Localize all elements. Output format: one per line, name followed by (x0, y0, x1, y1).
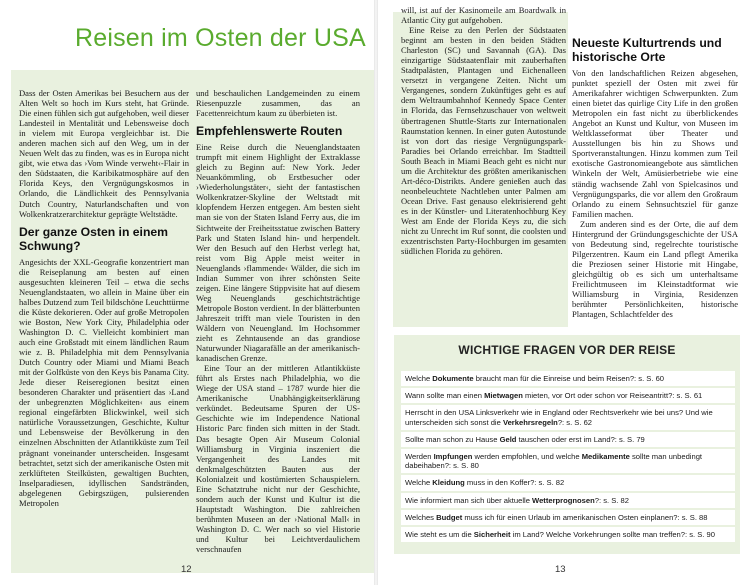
right-column-1 (401, 5, 566, 256)
faq-box (394, 335, 740, 554)
page-gutter (374, 0, 378, 585)
faq-item (401, 388, 735, 403)
faq-keyword: Sicherheit (473, 530, 511, 540)
section-heading-routen: Empfehlenswerte Routen (196, 124, 343, 139)
faq-text: braucht man für die Einreise und beim Reisen?: s. S. 60 (473, 374, 665, 383)
body-paragraph: will, ist auf der Kasinomeile am Boardwalk in Atlantic City gut aufgehoben. (401, 5, 566, 26)
page-title: Reisen im Osten der USA (75, 24, 366, 52)
body-paragraph: Von den landschaftlichen Reizen abgesehen, punktet speziell der Osten mit zwei für Amerikafahrer wichtigen Schwerpunkten. Zum einen bietet das quirlige City Life in den großen Metropolen ein fast nicht zu überblickendes Angebot an Kunst und Kultur, von Museen im Weltklasseformat über Theater und Ausstellungen bis hin zu Shows und Sportveranstaltungen. Hinzu kommen zum Teil exotische Gastronomieangebote aus sämtlichen Winkeln der Welt, Amüsierbetriebe wie eine ständig wachsende Zahl von Spielcasinos und Vergnügungsparks, die vor allem den Großraum Orlando zu einem Sehnsuchtsziel für ganze Familien machen. (572, 68, 738, 219)
faq-text: mieten, vor Ort oder schon vor Reiseantritt?: s. S. 61 (522, 391, 703, 401)
intro-paragraph: Dass der Osten Amerikas bei Besuchern aus der Alten Welt so hoch im Kurs steht, hat Gründe. Die einen fühlen sich gut aufgehoben, weil dieser Landesteil in Mentalität und Lebensweise doch in vielem mit Europa vergleichbar ist. Die anderen machen sich auf den Weg, um in der Neuen Welt das zu finden, was es in Europa nicht gibt, wie etwa das ›Vom Winde verweht‹-Flair in den Südstaaten, die Karibikatmosphäre auf den Florida Keys, den Vergnügungskosmos in Orlando, die Ländlichkeit des Pennsylvania Dutch Country, Naturlandschaften und von Wolkenkratzerarchitektur geprägte Weltstädte. (19, 88, 189, 219)
section-heading-ganze-osten: Der ganze Osten in einem Schwung? (19, 224, 168, 253)
faq-text: Wann sollte man einen (405, 391, 485, 401)
faq-list (401, 371, 735, 544)
faq-keyword: Kleidung (432, 478, 465, 488)
faq-text: Welche (405, 478, 433, 488)
faq-text: muss in den Koffer?: s. S. 82 (464, 478, 565, 488)
faq-keyword: Verkehrsregeln (502, 417, 558, 427)
faq-title: WICHTIGE FRAGEN VOR DER REISE (458, 343, 676, 357)
page-number-right: 13 (555, 564, 566, 575)
faq-item (401, 510, 735, 525)
body-paragraph: Angesichts der XXL-Geografie konzentriert man die Reiseplanung am besten auf einen ausgesuchten kleineren Teil – etwa die sechs Neuenglandstaaten, wo allein in Maine über ein halbes Dutzend zum Teil bildschöne Leuchttürme die Küste dekorieren. Oder auf große Metropolen wie Boston, New York City, Philadelphia oder Washington D. C. Vielleicht kombiniert man auch eine Großstadt mit einem ländlichen Raum wie z. B. Philadelphia mit dem Pennsylvania Dutch Country oder Miami und Miami Beach mit der Golfküste von den Keys bis Panama City. Jede dieser Reiseregionen besitzt einen besonderen Charakter und präsentiert das ›Land der unbegrenzten Möglichkeiten‹ aus einem regional eingefärbten Blickwinkel, weil sich natürliche Voraussetzungen, Geschichte, Kultur und Lebensweise der Bevölkerung in den einzelnen Abschnitten der Atlantikküste zum Teil prägnant voneinander unterscheiden. Insgesamt betrachtet, setzt sich der amerikanische Osten mit zerklüfteten Steilküsten, gewaltigen Buchten, Inselparadiesen, idyllischen Sandstränden, abgelegenen Gebirgszügen, pulsierenden Metropolen (19, 256, 189, 508)
faq-keyword: Mietwagen (484, 391, 523, 401)
faq-keyword: Dokumente (432, 374, 474, 383)
body-paragraph: Eine Tour an der mittleren Atlantikküste führt als Erstes nach Philadelphia, wo die Wiege der USA stand – 1787 wurde hier die Amerikanische Unabhängigkeitserklärung verkündet. Bedeutsame Spuren der US-Geschichte wie im Independence National Historic Parc finden sich mitten in der Stadt. Das besagte Open Air Museum Colonial Williamsburg in Virginia inszeniert die Vergangenheit des Landes mit denkmalgeschützten Bauten aus der Kolonialzeit und kostümierten Schauspielern. Eine Schatztruhe nicht nur der Geschichte, sondern auch der Kunst und Kultur ist die Hauptstadt Washington. Die zahlreichen berühmten Museen an der ›National Mall‹ in Washington D. C. Wer nach so viel Historie und Kultur bei Leichtverdaulichem verschnaufen (196, 363, 360, 555)
left-column-1 (19, 88, 189, 508)
faq-item (401, 432, 735, 447)
faq-keyword: Geld (499, 434, 517, 444)
page-number-left: 12 (181, 564, 192, 575)
faq-text: tauschen oder erst im Land?: s. S. 79 (516, 434, 645, 444)
faq-keyword: Medikamente (581, 452, 630, 462)
faq-text: Welches (405, 512, 437, 522)
faq-text: Sollte man schon zu Hause (405, 434, 500, 444)
left-column-2 (196, 88, 360, 554)
faq-text: werden empfohlen, und welche (472, 452, 582, 462)
faq-text: muss ich für einen Urlaub im amerikanischen Osten einplanen?: s. S. 88 (462, 512, 708, 522)
faq-text: Herrscht in den USA Linksverkehr wie in England oder Rechtsverkehr wie bei uns? Und wie unterscheiden sich sonst die (405, 408, 713, 427)
faq-text: ?: s. S. 62 (557, 417, 593, 427)
faq-item (401, 371, 735, 386)
faq-keyword: Impfungen (433, 452, 473, 462)
faq-item (401, 475, 735, 490)
faq-text: Wie informiert man sich über aktuelle (405, 495, 533, 505)
faq-keyword: Wetterprognosen (532, 495, 595, 505)
faq-text: sollte man unbedingt dabeihaben?: s. S. 80 (405, 452, 703, 471)
faq-item (401, 493, 735, 508)
faq-text: Welche (405, 374, 433, 383)
right-column-2 (572, 36, 738, 319)
body-paragraph: Eine Reise durch die Neuenglandstaaten trumpft mit einem Highlight der Extraklasse gleich zu Beginn auf: New York. Jeder Neuankömmling, ob Erstbesucher oder ›Wiederholungstäter‹, sieht der fantastischen Wolkenkratzer-Skyline der Weltstadt mit klopfendem Herzen entgegen. Am besten sieht man sie von der Staten Island Ferry aus, die im Sichtweite der Freiheitsstatue zwischen Battery Park und Staten Island hin- und herpendelt. Wer den Besuch auf den Herbst verlegt hat, reist vom Big Apple meist weiter in Neuenglands ›flammende‹ Wälder, die sich im Indian Summer von ihrer schönsten Seite zeigen. Eine längere Stippvisite hat auf diesem Weg Neuenglands geschichtsträchtige Metropole Boston verdient. In der blätterbunten Jahreszeit trifft man viele Touristen in den Wäldern von Neuengland. Im Hochsommer zieht es Zehntausende an das grandiose Naturwunder Niagarafälle an der amerikanisch-kanadischen Grenze. (196, 142, 360, 364)
faq-text: Wie steht es um die (405, 530, 474, 540)
section-heading-kulturtrends: Neueste Kulturtrends und historische Orte (572, 36, 722, 64)
faq-item (401, 405, 735, 429)
faq-item (401, 527, 735, 542)
body-paragraph: Zum anderen sind es der Orte, die auf dem Hintergrund der Gründungsgeschichte der USA von Bedeutung sind, regelrechte touristische Pilgerzentren. Kaum ein Land pflegt Amerika die Preziosen seiner Historie mit Hingabe, gleichgültig ob es sich um unterhaltsame Freilichtmuseen im Kleinstadtformat wie Williamsburg in Virginia, Residenzen berühmter Persönlichkeiten, historische Plantagen, Schlachtfelder des (572, 218, 738, 320)
body-paragraph: Eine Reise zu den Perlen der Südstaaten beginnt am besten in den beiden Städten Charleston (SC) und Savannah (GA). Das einzigartige Südstaatenflair mit zauberhaften Stadtpalästen, Plantagen und Eichenalleen versetzt in vergangene Zeiten. Nicht um Vergangenes, sondern Zukünftiges geht es auf dem Weltraumbahnhof Kennedy Space Center in Florida, das Fernsehzuschauer von weltweit übertragenen Shuttle-Starts zur Internationalen Raumstation kennen. In einer guten Autostunde ist von dort das riesige Vergnügungspark-Paradies bei Orlando erreichbar. Im Stadtteil South Beach in Miami Beach geht es nicht nur um die Architektur des größten amerikanischen Art-déco-Distrikts. Andere genießen auch das neonbeleuchtete Nachtleben unter Palmen am Ocean Drive. Fast genauso elektrisierend geht es in der Künstler- und Literatenhochburg Key West am Ende der Florida Keys zu, die sich nicht zu Unrecht im Ruf sonnt, die coolsten und exzentrischsten Party-Hochburgen im gesamten südlichen Florida zu gehören. (401, 25, 566, 257)
body-paragraph: und beschaulichen Landgemeinden zu einem Riesenpuzzle zusammen, das an Facettenreichtum kaum zu überbieten ist. (196, 88, 360, 119)
faq-text: im Land? Welche Vorkehrungen sollte man treffen?: s. S. 90 (510, 530, 715, 540)
faq-keyword: Budget (436, 512, 463, 522)
faq-text: ?: s. S. 82 (594, 495, 629, 505)
faq-item (401, 449, 735, 473)
faq-text: Werden (405, 452, 434, 462)
